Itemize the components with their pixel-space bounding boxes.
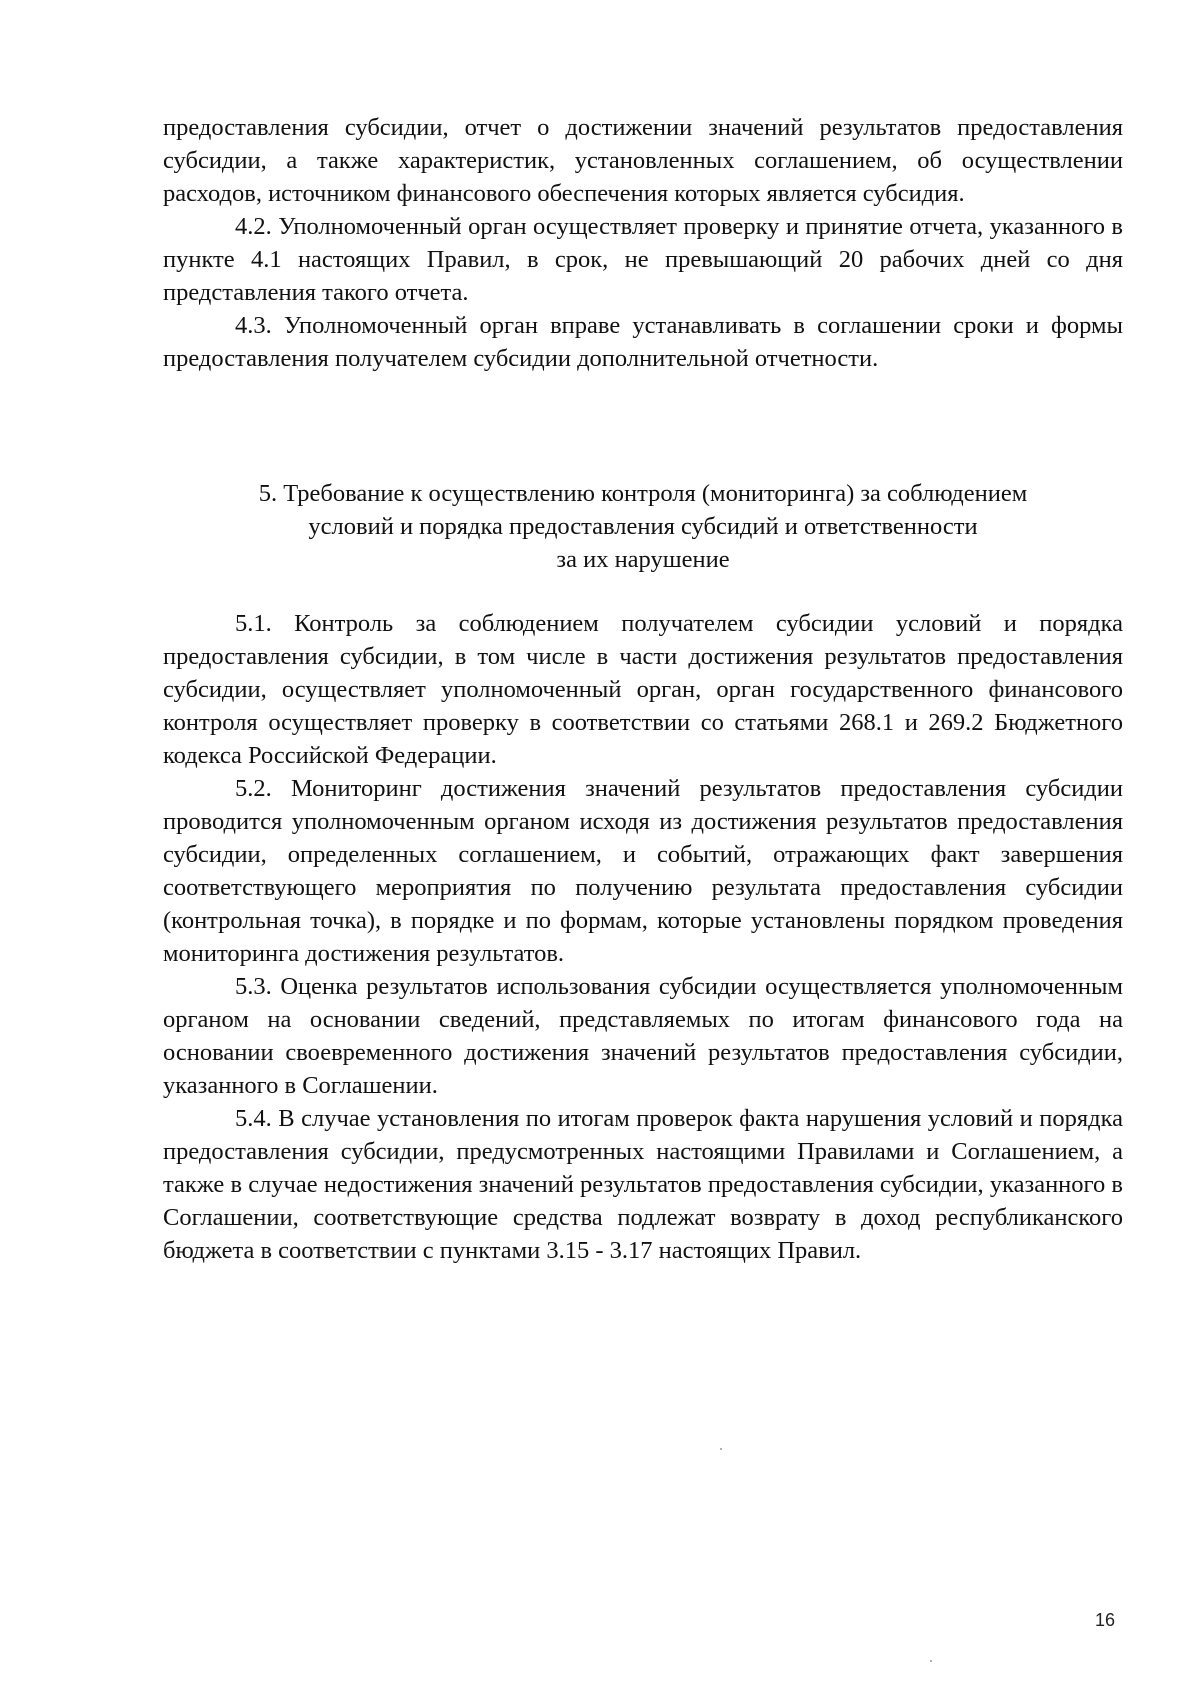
paragraph-5-1: 5.1. Контроль за соблюдением получателем субсидии условий и порядка предоставления субсидии, в том числе в части достижения результатов предоставления субсидии, осуществляет уполномоченный орган, орган государственного финансового контроля осуществляет проверку в соответствии со статьями 268.1 и 269.2 Бюджетного кодекса Российской Федерации. bbox=[163, 610, 1123, 769]
section-5-heading bbox=[163, 477, 1123, 576]
heading-line-3: за их нарушение bbox=[556, 546, 730, 573]
paragraph-4-3: 4.3. Уполномоченный орган вправе устанавливать в соглашении сроки и формы предоставления получателем субсидии дополнительной отчетности. bbox=[163, 312, 1123, 372]
heading-line-2: условий и порядка предоставления субсидий и ответственности bbox=[308, 513, 978, 540]
heading-line-1: 5. Требование к осуществлению контроля (мониторинга) за соблюдением bbox=[258, 480, 1028, 507]
scan-speck bbox=[720, 1448, 722, 1450]
scan-speck bbox=[930, 1660, 932, 1662]
section-4-text bbox=[163, 111, 1123, 375]
section-5-text bbox=[163, 607, 1123, 1267]
paragraph-4-2: 4.2. Уполномоченный орган осуществляет проверку и принятие отчета, указанного в пункте 4.1 настоящих Правил, в срок, не превышающий 20 рабочих дней со дня представления такого отчета. bbox=[163, 213, 1123, 306]
paragraph-5-3: 5.3. Оценка результатов использования субсидии осуществляется уполномоченным органом на основании сведений, представляемых по итогам финансового года на основании своевременного достижения значений результатов предоставления субсидии, указанного в Соглашении. bbox=[163, 973, 1123, 1099]
paragraph-5-4: 5.4. В случае установления по итогам проверок факта нарушения условий и порядка предоставления субсидии, предусмотренных настоящими Правилами и Соглашением, а также в случае недостижения значений результатов предоставления субсидии, указанного в Соглашении, соответствующие средства подлежат возврату в доход республиканского бюджета в соответствии с пунктами 3.15 - 3.17 настоящих Правил. bbox=[163, 1105, 1123, 1264]
paragraph-5-2: 5.2. Мониторинг достижения значений результатов предоставления субсидии проводится уполномоченным органом исходя из достижения результатов предоставления субсидии, определенных соглашением, и событий, отражающих факт завершения соответствующего мероприятия по получению результата предоставления субсидии (контрольная точка), в порядке и по формам, которые установлены порядком проведения мониторинга достижения результатов. bbox=[163, 775, 1123, 967]
paragraph-4-1-continuation: предоставления субсидии, отчет о достижении значений результатов предоставления субсидии, а также характеристик, установленных соглашением, об осуществлении расходов, источником финансового обеспечения которых является субсидия. bbox=[163, 114, 1123, 207]
page-number: 16 bbox=[1095, 1610, 1116, 1630]
